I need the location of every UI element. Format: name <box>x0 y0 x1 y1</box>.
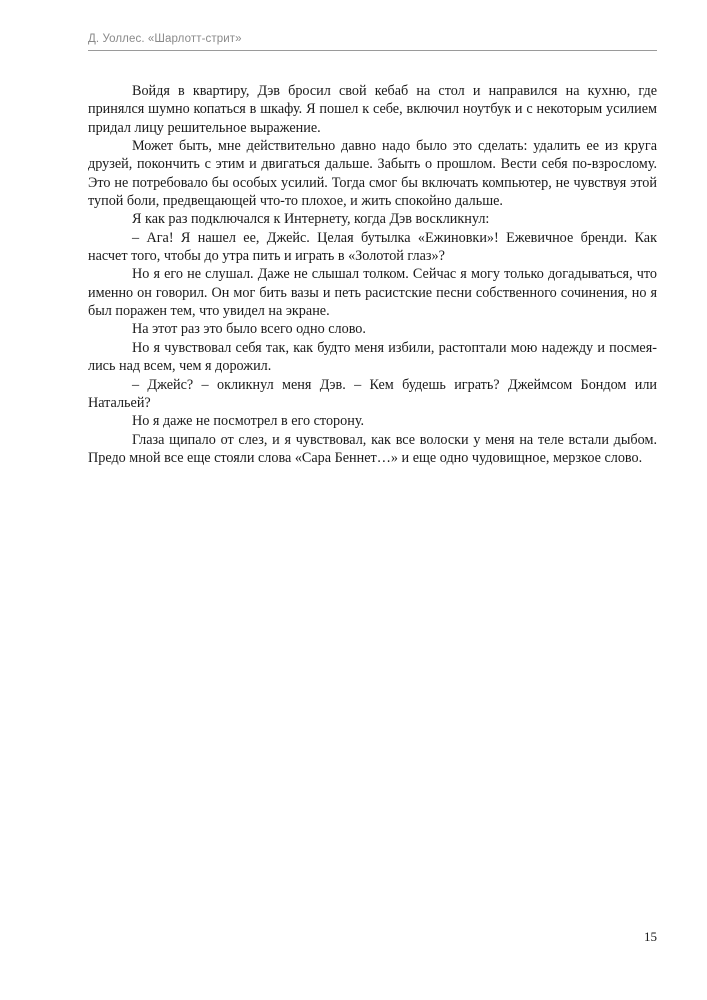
paragraph: Может быть, мне действительно давно надо было это сделать: удалить ее из круга друзей, покончить с этим и двигаться дальше. Забыть о прошлом. Вести себя по-взрослому. Это не потребовало бы особых усилий. Тогда смог бы включать компьютер, не чувствуя этой тупой боли, предвещающей что-то плохое, и жить спокойно дальше. <box>88 138 657 210</box>
paragraph: Глаза щипало от слез, и я чувствовал, как все волоски у меня на теле встали дыбом. Предо мной все еще стояли слова «Сара Беннет…» и еще одно чудовищное, мерзкое слово. <box>88 431 657 466</box>
paragraph: На этот раз это было всего одно слово. <box>132 321 366 338</box>
paragraph: – Ага! Я нашел ее, Джейс. Целая бутылка «Ежиновки»! Ежевичное бренди. Как насчет того, чтобы до утра пить и играть в «Золотой глаз»? <box>88 229 657 265</box>
running-header: Д. Уоллес. «Шарлотт-стрит» <box>88 33 242 45</box>
paragraph: Но я его не слушал. Даже не слышал толком. Сейчас я могу только догадываться, что именно он говорил. Он мог бить вазы и петь расистские песни собственного сочинения, но я был поражен тем, что увидел на экране. <box>88 266 657 320</box>
paragraph: Но я чувствовал себя так, как будто меня избили, растоптали мою надежду и посмеялись над всем, чем я дорожил. <box>88 339 657 375</box>
body-text <box>88 82 657 467</box>
paragraph: – Джейс? – окликнул меня Дэв. – Кем будешь играть? Джеймсом Бондом или Натальей? <box>88 376 657 411</box>
paragraph: Но я даже не посмотрел в его сторону. <box>132 413 365 430</box>
header-divider <box>88 50 657 51</box>
paragraph: Я как раз подключался к Интернету, когда Дэв воскликнул: <box>132 211 490 228</box>
paragraph: Войдя в квартиру, Дэв бросил свой кебаб на стол и направился на кухню, где принялся шумно копаться в шкафу. Я пошел к себе, включил ноутбук и с некоторым усилием придал лицу решительное выражение. <box>88 83 657 136</box>
page-number: 15 <box>644 929 657 944</box>
